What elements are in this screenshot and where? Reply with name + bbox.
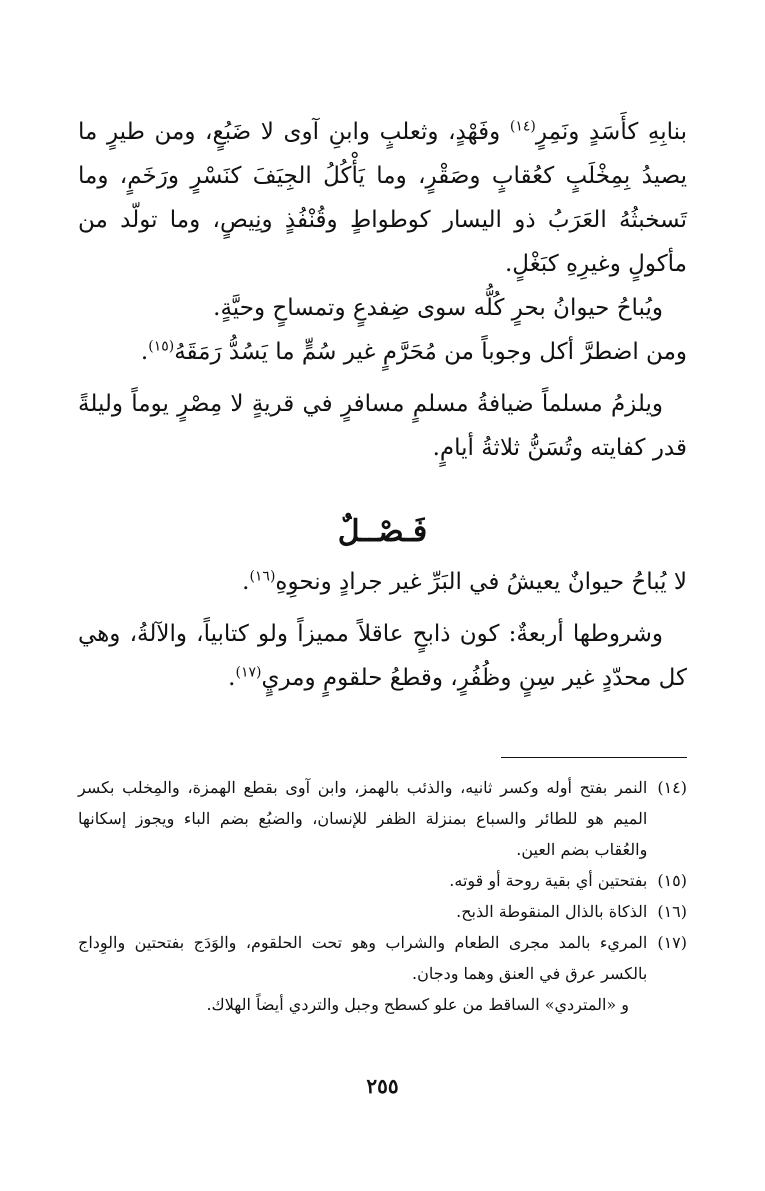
paragraph-tail: . [242, 569, 250, 595]
page-number: ٢٥٥ [366, 1074, 399, 1098]
paragraph-land-animals [78, 560, 687, 604]
footnote-ref-17[interactable]: (١٧) [235, 664, 262, 681]
paragraph-text: ويُباحُ حيوانُ بحرٍ كُلُّه سوى ضِفدعٍ وتمساحٍ وحيَّةٍ. [213, 295, 663, 321]
footnote-text: الذكاة بالذال المنقوطة الذبح. [456, 902, 648, 921]
paragraph-text: ويلزمُ مسلماً ضيافةُ مسلمٍ مسافرٍ في قريةٍ لا مِصْرٍ يوماً وليلةً قدر كفايته وتُسَنُّ ثلاثةُ أيامٍ. [78, 391, 687, 461]
footnote-text: النمر بفتح أوله وكسر ثانيه، والذئب بالهمز، وابن آوى بقطع الهمزة، والمِخلب بكسر الميم هو للطائر والسباع بمنزلة الظفر للإنسان، والضبُع بضم الباء ويجوز إسكانها والعُقاب بضم العين. [78, 778, 648, 859]
footnote-number: (١٥) [657, 871, 687, 890]
paragraph-text: ومن اضطرَّ أكل وجوباً من مُحَرَّمٍ غير سُمٍّ ما يَسُدُّ رَمَقَهُ [174, 339, 687, 365]
paragraph-necessity [78, 330, 687, 374]
footnote-16 [78, 896, 687, 927]
paragraph-tail: وفَهْدٍ، وثعلبٍ وابنِ آوى لا ضَبُعٍ، ومن طيرٍ ما يصيدُ بِمِخْلَبٍ كعُقابٍ وصَقْرٍ، وما يَأْكُلُ الجِيَفَ كنَسْرٍ ورَخَمٍ، وما تَسخبثُهُ العَرَبُ ذو اليسار كوطواطٍ وقُنْفُذٍ ونِيصٍ، وما تولّد من مأكولٍ وغيرِهِ كبَغْلٍ. [78, 119, 687, 277]
footnote-number: (١٤) [657, 778, 687, 797]
section-heading: فَـصْــلٌ [337, 514, 428, 549]
footnote-number: (١٦) [657, 902, 687, 921]
paragraph-predators [78, 110, 687, 286]
footnote-ref-16[interactable]: (١٦) [249, 568, 276, 585]
paragraph-text: لا يُباحُ حيوانٌ يعيشُ في البَرِّ غير جرادٍ ونحوِهِ [275, 569, 687, 595]
paragraph-text: وشروطها أربعةٌ: كون ذابحٍ عاقلاً مميزاً ولو كتابياً، والآلةُ، وهي كل محدّدٍ غير سِنٍ وظُفُرٍ، وقطعُ حلقومٍ ومريٍ [78, 621, 687, 691]
paragraph-sea-animals [78, 286, 687, 330]
footnote-text: المريء بالمد مجرى الطعام والشراب وهو تحت الحلقوم، والوَدَج بفتحتين والوِداج بالكسر عرق في العنق وهما ودجان. [78, 933, 648, 983]
paragraph-tail: . [228, 665, 236, 691]
main-text [78, 110, 687, 700]
footnote-ref-15[interactable]: (١٥) [148, 338, 175, 355]
footnote-14 [78, 772, 687, 865]
paragraph-hospitality [78, 382, 687, 470]
paragraph-text: بنابِهِ كأَسَدٍ ونَمِرٍ [535, 119, 687, 145]
footnote-ref-14[interactable]: (١٤) [509, 118, 536, 135]
footnotes [78, 772, 687, 1020]
footnote-17 [78, 927, 687, 989]
footnote-15 [78, 865, 687, 896]
footnote-number: (١٧) [657, 933, 687, 952]
footnote-separator [501, 757, 687, 758]
paragraph-slaughter-conditions [78, 612, 687, 700]
footnote-text: بفتحتين أي بقية روحة أو قوته. [449, 871, 648, 890]
paragraph-tail: . [140, 339, 149, 365]
footnote-extra: و «المتردي» الساقط من علو كسطح وجبل والتردي أيضاً الهلاك. [206, 995, 629, 1014]
